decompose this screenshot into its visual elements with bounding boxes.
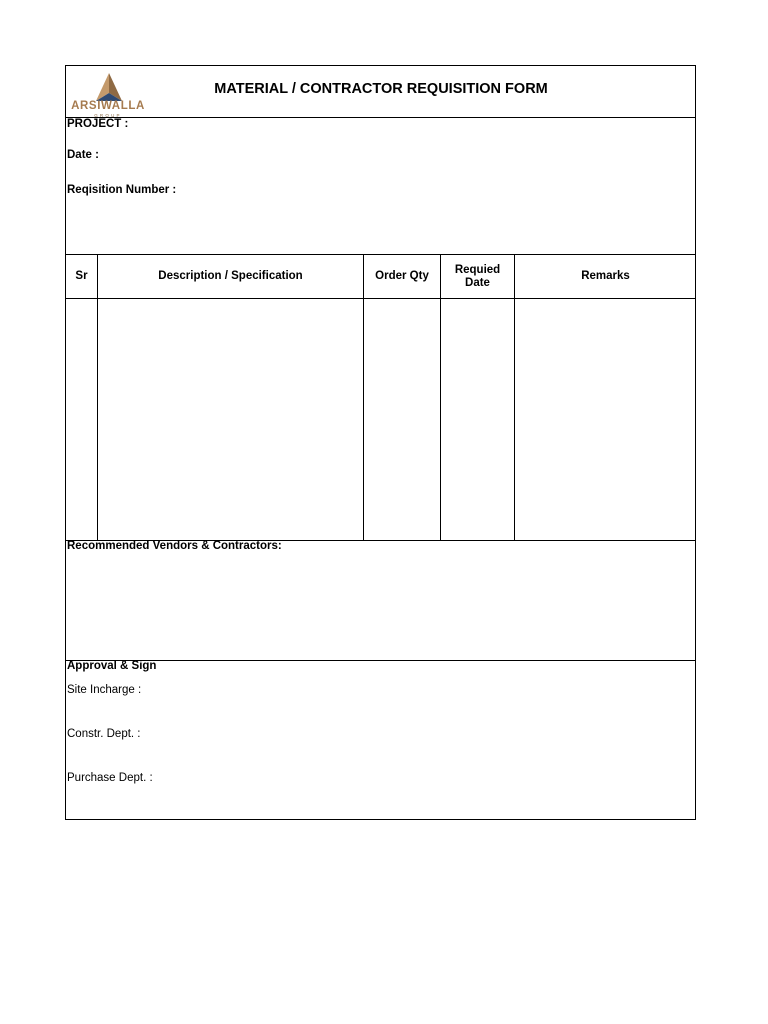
project-label: PROJECT :	[67, 118, 129, 130]
logo-wordmark: ARSIWALLA	[71, 100, 145, 112]
requisition-number-label: Reqisition Number :	[67, 184, 177, 196]
column-header-remarks: Remarks	[581, 270, 630, 282]
column-header-required-date: Requied Date	[454, 263, 501, 289]
divider	[66, 117, 695, 118]
column-header-order-qty: Order Qty	[375, 270, 429, 282]
constr-dept-label: Constr. Dept. :	[67, 728, 141, 740]
purchase-dept-label: Purchase Dept. :	[67, 772, 153, 784]
column-divider	[440, 255, 441, 540]
column-header-sr: Sr	[75, 270, 88, 282]
form-title: MATERIAL / CONTRACTOR REQUISITION FORM	[214, 81, 548, 97]
date-label: Date :	[67, 149, 99, 161]
recommended-vendors-label: Recommended Vendors & Contractors:	[67, 540, 282, 552]
column-divider	[97, 255, 98, 540]
requisition-form	[65, 65, 696, 820]
divider	[66, 298, 695, 299]
arsiwalla-logo	[66, 68, 150, 118]
approval-sign-label: Approval & Sign	[67, 660, 157, 672]
column-divider	[363, 255, 364, 540]
divider	[66, 660, 695, 661]
column-header-description: Description / Specification	[158, 270, 303, 282]
site-incharge-label: Site Incharge :	[67, 684, 142, 696]
logo-subtext: GROUP	[94, 113, 122, 118]
logo-triangle-icon	[94, 72, 124, 102]
column-divider	[514, 255, 515, 540]
